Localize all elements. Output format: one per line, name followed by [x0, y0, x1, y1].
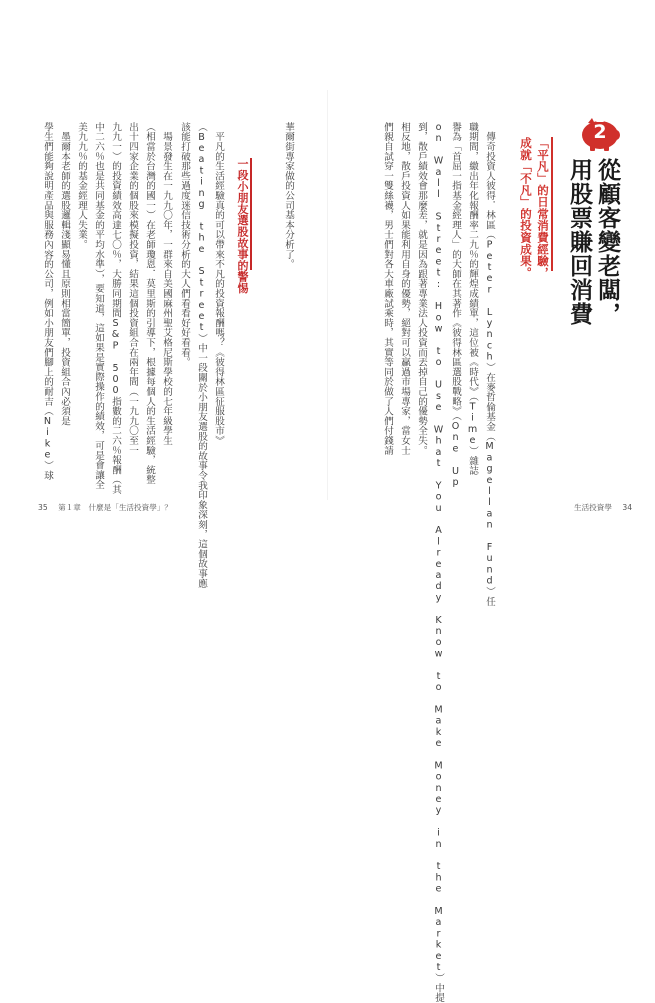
left-body-line: 出十四家企業的個股來模擬投資，結果這個投資組合在兩年間（一九九〇至一	[127, 122, 138, 456]
left-body-line: 該能打破那些過度迷信技術分析的大人們看看好好看看。	[179, 122, 190, 367]
left-body-line: 九九一）的投資績效高達七〇％，大勝同期間S&P 500指數的二六％報酬（其	[110, 122, 121, 495]
right-body-line: 相反地，散戶投資人如果能利用自身的優勢，絕對可以贏過市場專家，當女士	[399, 122, 410, 456]
gutter	[327, 90, 328, 500]
right-body-line: 譽為「首屈一指基金經理人」的大師在其著作《彼得林區選股戰略》（One Up	[450, 122, 461, 489]
left-chapter-label: 第１章 什麼是「生活投資學」？	[58, 503, 172, 512]
chapter-title-line-2: 用股票賺回消費	[566, 158, 592, 326]
left-body-line: 墨爾本老師的選股邏輯淺顯易懂且原則相當簡單，投資組合內必須是	[59, 122, 70, 426]
right-body-line: 到，散戶績效會那麼差，就是因為跟著專業法人投資而丟掉自己的優勢全失。	[416, 122, 427, 456]
chapter-number: 2	[593, 121, 607, 143]
left-page-footer	[38, 502, 180, 513]
left-body-line: （Beating the Street）中一段關於小朋友選股的故事令我印象深刻，這個故事應	[196, 122, 207, 589]
left-body-line: 場景發生在一九九〇年，一群來自美國麻州聖艾格尼斯學校的七年級學生	[161, 122, 172, 446]
section-heading: 一段小朋友選股故事的警惕	[236, 158, 249, 294]
right-page-number: 34	[622, 503, 633, 512]
right-page-footer	[574, 502, 640, 513]
chapter-subtitle-line-1: 「平凡」的日常消費經驗，	[536, 137, 550, 279]
right-body-line: on Wall Street: How to Use What You Already Know to Make Money in the Market）中提	[433, 122, 444, 1003]
right-body-line: 職期間，繳出年化報酬率二九％的輝煌成績單，這位被《時代》（Time）雜誌	[467, 122, 478, 476]
left-intro-line: 華爾街專家做的公司基本分析了。	[283, 122, 294, 269]
left-body-line: 美九九％的基金經理人失業。	[76, 122, 87, 250]
left-page-number: 35	[38, 503, 48, 512]
left-body-line: 學生們能夠說明產品與服務內容的公司，例如小朋友們腳上的耐吉（Nike）球	[42, 122, 53, 481]
left-body-line: （相當於台灣的國一）在老師瓊恩．莫里斯的引導下，根據每個人的生活經驗，統整	[144, 122, 155, 485]
chapter-subtitle-line-2: 成就「不凡」的投資成果。	[519, 137, 533, 279]
chapter-title-line-1: 從顧客變老闆，	[594, 158, 620, 326]
right-body-line: 傳奇投資人彼得．林區（Peter Lynch）在麥哲倫基金（Magellan Fund）任	[484, 122, 495, 607]
right-book-title: 生活投資學	[574, 503, 612, 512]
right-body-line: 們親自試穿一雙絲襪，男士們對各大車廠試乘時，其實等同於做了人們付錢請	[382, 122, 393, 456]
subtitle-accent-bar	[551, 137, 553, 271]
section-heading-bar	[250, 158, 252, 270]
left-body-line: 中二六％也是共同基金的平均水準），要知道，這如果是實際操作的績效，可是會讓全	[93, 122, 104, 490]
left-body-line: 平凡的生活經驗真的可以帶來不凡的投資報酬嗎？《彼得林區征服股市》	[213, 122, 224, 446]
